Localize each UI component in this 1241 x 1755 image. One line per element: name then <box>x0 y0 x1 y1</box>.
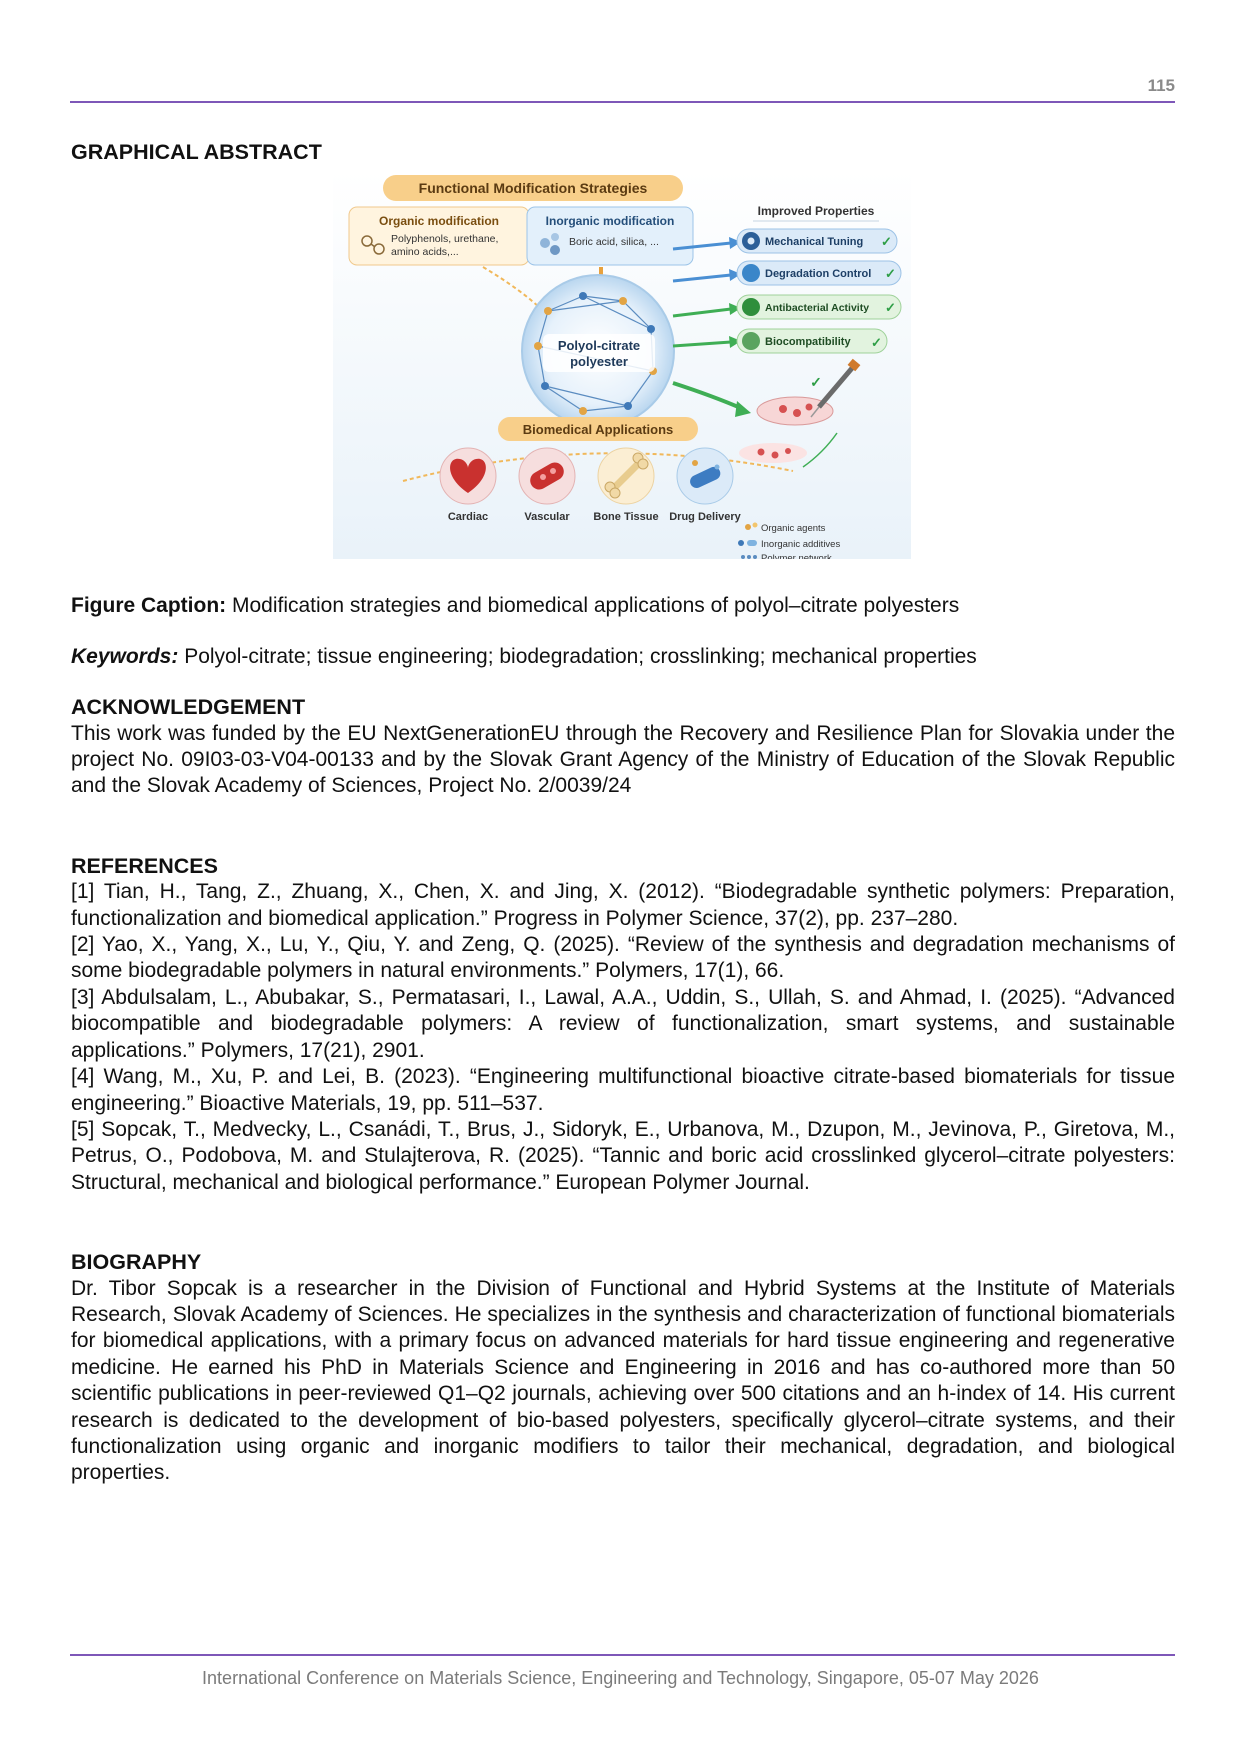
acknowledgement-text: This work was funded by the EU NextGenerationEU through the Recovery and Resilience Plan for Slovakia under the project No. 09I03-03-V04-00133 and by the Slovak Grant Agency of the Ministry of Education of the Slovak Republic and the Slovak Academy of Sciences, Project No. 2/0039/24 <box>71 721 1175 798</box>
property-label: Biocompatibility <box>765 336 851 349</box>
inorganic-modification-title: Inorganic modification <box>545 214 675 229</box>
check-icon: ✓ <box>885 300 896 316</box>
app-label: Drug Delivery <box>669 511 741 524</box>
organic-modification-title: Organic modification <box>378 214 500 229</box>
check-icon: ✓ <box>871 335 882 351</box>
keywords-text: Polyol-citrate; tissue engineering; biodegradation; crosslinking; mechanical properties <box>178 644 977 668</box>
keywords <box>71 644 1175 670</box>
page-number: 115 <box>1147 76 1175 95</box>
reference-1: [1] Tian, H., Tang, Z., Zhuang, X., Chen, X. and Jing, X. (2012). “Biodegradable synthetic polymers: Preparation, functionalization and biomedical application.” Progress in Polymer Science, 37(2), pp. 237–280. <box>71 880 1175 930</box>
organic-examples-line2: amino acids,... <box>391 246 459 259</box>
page-footer: International Conference on Materials Science, Engineering and Technology, Singapore, 05-07 May 2026 <box>202 1668 1039 1688</box>
reference-4: [4] Wang, M., Xu, P. and Lei, B. (2023). “Engineering multifunctional bioactive citrate-based biomaterials for tissue engineering.” Bioactive Materials, 19, pp. 511–537. <box>71 1065 1175 1115</box>
biography-text: Dr. Tibor Sopcak is a researcher in the Division of Functional and Hybrid Systems at the Institute of Materials Research, Slovak Academy of Sciences. He specializes in the synthesis and characterization of functional biomaterials for biomedical applications, with a primary focus on advanced materials for hard tissue engineering and regenerative medicine. He earned his PhD in Materials Science and Engineering in 2016 and has co-authored more than 50 scientific publications in peer-reviewed Q1–Q2 journals, achieving over 500 citations and an h-index of 14. His current research is dedicated to the development of bio-based polyesters, specifically glycerol–citrate systems, and their functionalization using organic and inorganic modifiers to tailor their mechanical, degradation, and biological properties. <box>71 1276 1175 1485</box>
heart-shield-icon <box>742 332 760 350</box>
center-label-line1: Polyol-citrate <box>557 338 641 354</box>
property-label: Degradation Control <box>765 268 872 281</box>
check-icon: ✓ <box>810 374 822 391</box>
graphical-abstract-heading: GRAPHICAL ABSTRACT <box>71 140 322 164</box>
keywords-label: Keywords: <box>71 644 179 668</box>
graphical-abstract-figure <box>333 171 911 559</box>
legend-inorganic: Inorganic additives <box>761 539 841 551</box>
center-label-line2: polyester <box>570 354 628 370</box>
app-label: Bone Tissue <box>593 511 659 524</box>
check-icon: ✓ <box>885 266 896 282</box>
reference-3: [3] Abdulsalam, L., Abubakar, S., Permatasari, I., Lawal, A.A., Uddin, S., Ullah, S. and Ahmad, I. (2025). “Advanced biocompatible and biodegradable polymers: A review of functionalization, smart systems, and sustainable applications.” Polymers, 17(21), 2901. <box>71 985 1175 1062</box>
tissue-cells-icon <box>739 443 807 463</box>
biography-heading: BIOGRAPHY <box>71 1250 202 1275</box>
property-label: Antibacterial Activity <box>765 302 870 315</box>
references-heading: REFERENCES <box>71 853 218 878</box>
legend-organic: Organic agents <box>761 523 826 535</box>
legend-network: Polymer network <box>761 553 832 560</box>
header-rule <box>70 101 1175 103</box>
app-label: Vascular <box>524 511 570 524</box>
applications-banner-text: Biomedical Applications <box>522 422 674 438</box>
reference-5: [5] Sopcak, T., Medvecky, L., Csanádi, T., Brus, J., Sidoryk, E., Urbanova, M., Dzupon, M., Jevinova, P., Giretova, M., Petrus, O., Podobova, M. and Stulajterova, R. (2025). “Tannic and boric acid crosslinked glycerol–citrate polyesters: Structural, mechanical and biological performance.” European Polymer Journal. <box>71 1117 1175 1194</box>
check-icon: ✓ <box>881 234 892 250</box>
droplet-icon <box>742 264 760 282</box>
page-content <box>71 139 1175 1487</box>
strategies-banner-text: Functional Modification Strategies <box>418 180 648 197</box>
inorganic-examples: Boric acid, silica, ... <box>569 236 659 249</box>
figure-caption <box>71 593 1175 619</box>
organic-examples-line1: Polyphenols, urethane, <box>391 233 499 246</box>
app-bone-tissue <box>593 448 658 523</box>
reference-2: [2] Yao, X., Yang, X., Lu, Y., Qiu, Y. and Zeng, Q. (2025). “Review of the synthesis and degradation mechanisms of some biodegradable polymers in natural environments.” Polymers, 17(1), 66. <box>71 933 1175 983</box>
figure-illustration <box>333 171 911 559</box>
app-vascular <box>519 448 575 523</box>
app-label: Cardiac <box>447 511 489 524</box>
figure-caption-text: Modification strategies and biomedical applications of polyol–citrate polyesters <box>226 594 960 618</box>
figure-caption-label: Figure Caption: <box>71 594 227 618</box>
property-label: Mechanical Tuning <box>765 236 864 249</box>
improved-properties-title: Improved Properties <box>757 204 875 219</box>
acknowledgement-heading: ACKNOWLEDGEMENT <box>71 695 306 720</box>
app-cardiac <box>440 448 496 523</box>
bacteria-icon <box>742 298 760 316</box>
footer-rule <box>70 1654 1175 1656</box>
